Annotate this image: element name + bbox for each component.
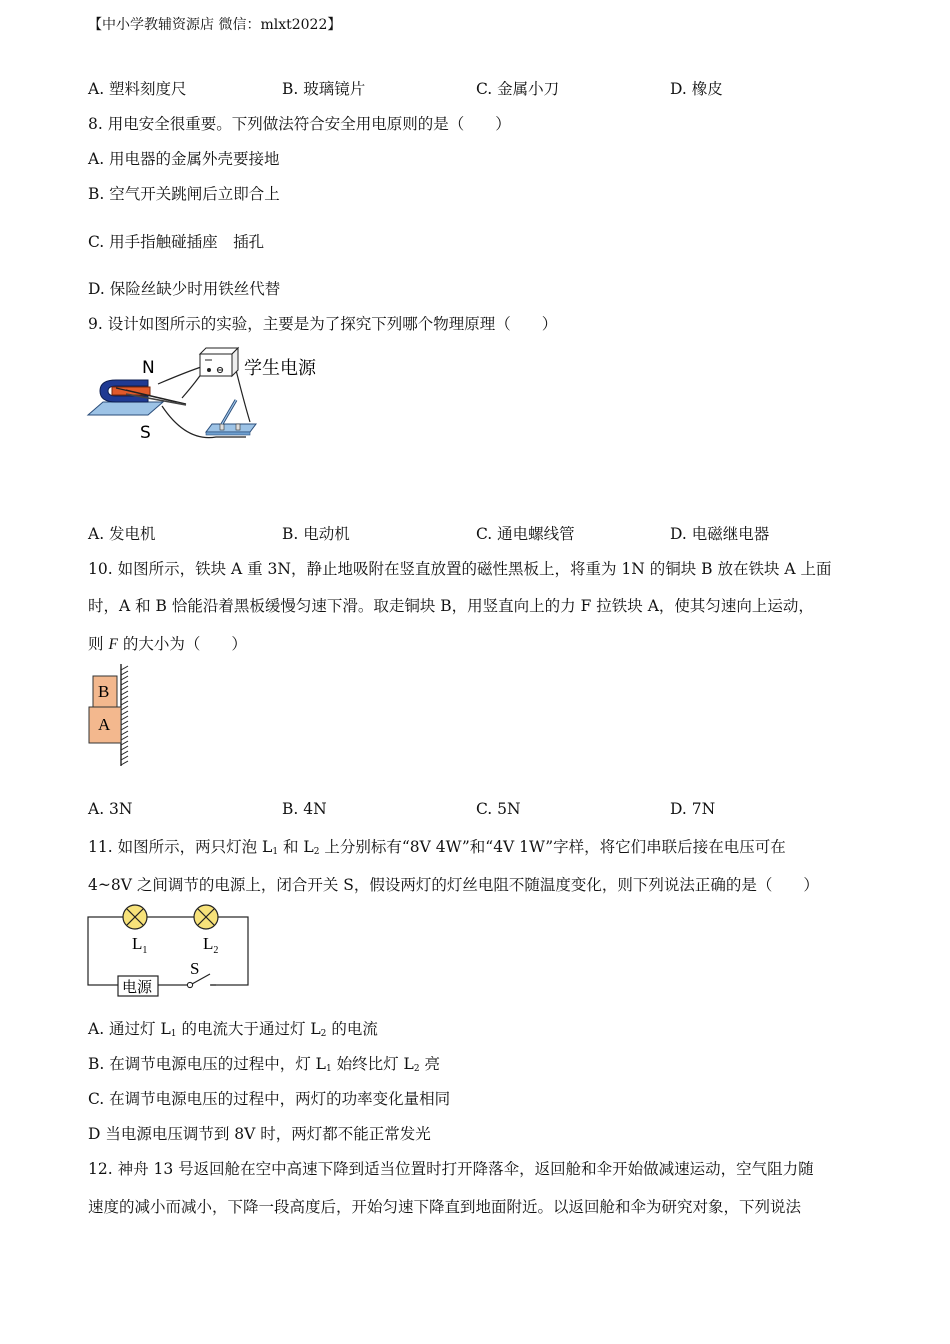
board-hatch bbox=[121, 696, 128, 700]
q9-figure bbox=[86, 342, 336, 447]
q8-stem: 8. 用电安全很重要。下列做法符合安全用电原则的是（ ） bbox=[88, 115, 511, 133]
q8-option-c: C. 用手指触碰插座 插孔 bbox=[88, 233, 265, 251]
q9-option-c: C. 通电螺线管 bbox=[476, 525, 575, 543]
q10-option-b: B. 4N bbox=[282, 800, 327, 818]
label-l1: $L_1$ bbox=[132, 934, 148, 956]
board-hatch bbox=[121, 721, 128, 725]
q10-figure bbox=[86, 664, 136, 770]
board-hatch bbox=[121, 741, 128, 745]
lamp-l2 bbox=[194, 905, 218, 929]
board-hatch bbox=[121, 726, 128, 730]
q11-option-a: A. 通过灯 $L_1$ 的电流大于通过灯 $L_2$ 的电流 bbox=[88, 1020, 378, 1039]
board-hatch bbox=[121, 671, 128, 675]
q11-circuit-diagram bbox=[86, 902, 256, 1002]
board-hatch bbox=[121, 756, 128, 760]
label-b: B bbox=[98, 682, 110, 701]
label-n: N bbox=[142, 358, 155, 378]
board-hatch bbox=[121, 666, 128, 670]
q11-figure bbox=[86, 902, 256, 1002]
q10-option-c: C. 5N bbox=[476, 800, 521, 818]
label-power: 电源 bbox=[122, 978, 153, 996]
q10-stem-line3: 则 F 的大小为（ ） bbox=[88, 635, 247, 653]
q11-option-d: D 当电源电压调节到 8V 时，两灯都不能正常发光 bbox=[88, 1125, 431, 1143]
label-power-supply: 学生电源 bbox=[244, 358, 316, 379]
lamp-l1 bbox=[123, 905, 147, 929]
q8-option-d: D. 保险丝缺少时用铁丝代替 bbox=[88, 280, 281, 298]
q11-option-c: C. 在调节电源电压的过程中，两灯的功率变化量相同 bbox=[88, 1090, 451, 1108]
board-hatch bbox=[121, 706, 128, 710]
q7-option-d: D. 橡皮 bbox=[670, 80, 723, 98]
label-s: S bbox=[190, 959, 200, 978]
force-symbol: F bbox=[108, 636, 118, 653]
board-hatch bbox=[121, 681, 128, 685]
board-hatch bbox=[121, 746, 128, 750]
q9-experiment-diagram bbox=[86, 342, 336, 447]
base-plate bbox=[88, 402, 163, 415]
q11-stem-line1: 11. 如图所示，两只灯泡 $L_1$ 和 $L_2$ 上分别标有“8V 4W”和“4V 1W”字样，将它们串联后接在电压可在 bbox=[88, 838, 786, 857]
board-hatch bbox=[121, 751, 128, 755]
board-hatch bbox=[121, 701, 128, 705]
page-header: 【中小学教辅资源店 微信：mlxt2022】 bbox=[88, 17, 342, 33]
q10-blackboard-diagram bbox=[86, 664, 136, 770]
q9-option-b: B. 电动机 bbox=[282, 525, 350, 543]
q9-option-a: A. 发电机 bbox=[88, 525, 156, 543]
board-hatch bbox=[121, 761, 128, 765]
label-a: A bbox=[98, 715, 111, 734]
q8-option-a: A. 用电器的金属外壳要接地 bbox=[88, 150, 280, 168]
q11-option-b: B. 在调节电源电压的过程中，灯 $L_1$ 始终比灯 $L_2$ 亮 bbox=[88, 1055, 441, 1074]
label-l2: $L_2$ bbox=[203, 934, 219, 956]
board-hatch bbox=[121, 711, 128, 715]
q10-option-a: A. 3N bbox=[88, 800, 133, 818]
q10-stem-line1: 10. 如图所示，铁块 A 重 3N，静止地吸附在竖直放置的磁性黑板上，将重为 1N 的铜块 B 放在铁块 A 上面 bbox=[88, 560, 832, 578]
board-hatch bbox=[121, 686, 128, 690]
q10-stem-line2: 时，A 和 B 恰能沿着黑板缓慢匀速下滑。取走铜块 B，用竖直向上的力 F 拉铁块 A，使其匀速向上运动， bbox=[88, 597, 814, 615]
q7-option-c: C. 金属小刀 bbox=[476, 80, 560, 98]
board-hatch bbox=[121, 676, 128, 680]
board-hatch bbox=[121, 691, 128, 695]
q8-option-b: B. 空气开关跳闸后立即合上 bbox=[88, 185, 280, 203]
q10-option-d: D. 7N bbox=[670, 800, 716, 818]
power-supply bbox=[200, 348, 238, 376]
q9-stem: 9. 设计如图所示的实验，主要是为了探究下列哪个物理原理（ ） bbox=[88, 315, 558, 333]
q12-stem-line2: 速度的减小而减小，下降一段高度后，开始匀速下降直到地面附近。以返回舱和伞为研究对象，下列说法 bbox=[88, 1198, 802, 1216]
board-hatch bbox=[121, 716, 128, 720]
q7-option-a: A. 塑料刻度尺 bbox=[88, 80, 187, 98]
q9-option-d: D. 电磁继电器 bbox=[670, 525, 770, 543]
board-hatch bbox=[121, 736, 128, 740]
q12-stem-line1: 12. 神舟 13 号返回舱在空中高速下降到适当位置时打开降落伞，返回舱和伞开始做减速运动，空气阻力随 bbox=[88, 1160, 814, 1178]
board-hatch bbox=[121, 731, 128, 735]
q11-stem-line2: 4~8V 之间调节的电源上，闭合开关 S，假设两灯的灯丝电阻不随温度变化，则下列说法正确的是（ ） bbox=[88, 876, 819, 894]
label-s: S bbox=[140, 423, 151, 443]
switch-pivot bbox=[187, 982, 192, 987]
q7-option-b: B. 玻璃镜片 bbox=[282, 80, 366, 98]
